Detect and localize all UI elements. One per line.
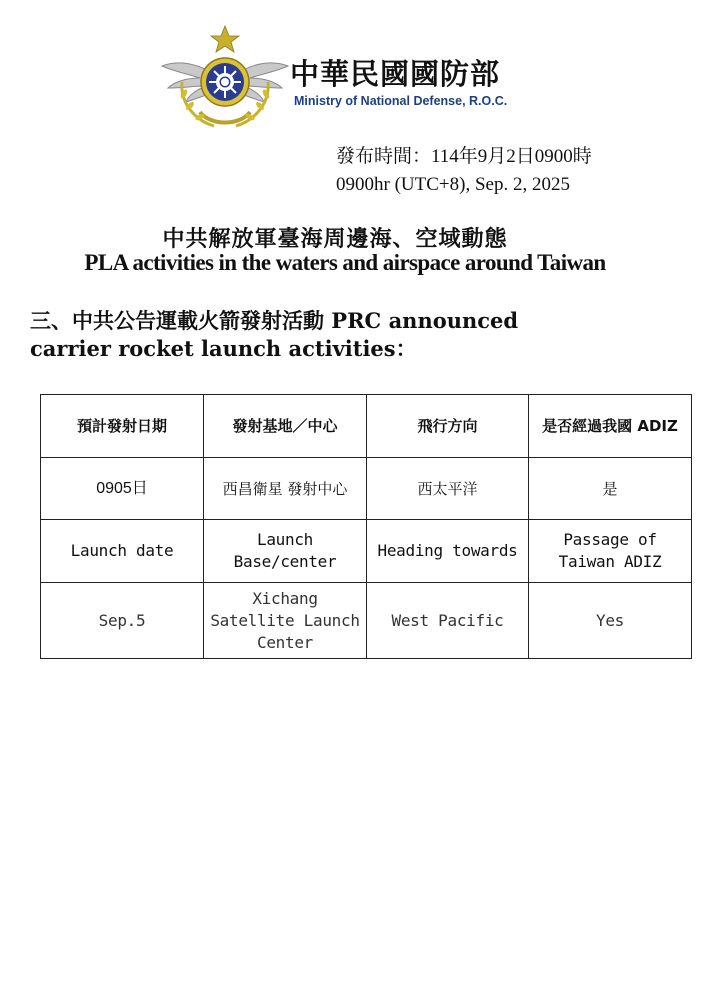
document-header <box>160 22 580 132</box>
section-heading-line1: 三、中共公告運載火箭發射活動 PRC announced <box>30 308 519 333</box>
header-launch-base-zh: 發射基地／中心 <box>204 395 367 458</box>
cell-adiz-en: Yes <box>529 583 692 659</box>
release-time <box>336 143 592 199</box>
cell-launch-date-zh: 0905日 <box>41 458 204 520</box>
cell-heading-en: West Pacific <box>367 583 529 659</box>
header-launch-date-zh: 預計發射日期 <box>41 395 204 458</box>
table-header-row-en <box>41 520 692 583</box>
mnd-emblem-icon <box>160 22 290 132</box>
section-heading <box>30 307 630 363</box>
launch-table <box>40 394 692 659</box>
cell-adiz-zh: 是 <box>529 458 692 520</box>
org-name-zh: 中華民國國防部 <box>290 57 501 91</box>
cell-heading-zh: 西太平洋 <box>367 458 529 520</box>
header-launch-base-en: Launch Base/center <box>204 520 367 583</box>
header-adiz-en: Passage of Taiwan ADIZ <box>529 520 692 583</box>
release-time-zh: 發布時間：114年9月2日0900時 <box>336 146 592 167</box>
cell-launch-base-zh: 西昌衛星 發射中心 <box>204 458 367 520</box>
table-row-en <box>41 583 692 659</box>
table-header-row-zh <box>41 395 692 458</box>
header-heading-en: Heading towards <box>367 520 529 583</box>
header-heading-zh: 飛行方向 <box>367 395 529 458</box>
release-time-en: 0900hr (UTC+8), Sep. 2, 2025 <box>336 174 570 195</box>
header-adiz-zh: 是否經過我國 ADIZ <box>529 395 692 458</box>
title-zh: 中共解放軍臺海周邊海、空域動態 <box>162 227 508 252</box>
org-name-en: Ministry of National Defense, R.O.C. <box>294 94 508 108</box>
header-launch-date-en: Launch date <box>41 520 204 583</box>
title-en: PLA activities in the waters and airspace around Taiwan <box>84 250 606 275</box>
cell-launch-date-en: Sep.5 <box>41 583 204 659</box>
table-row-zh <box>41 458 692 520</box>
section-heading-line2: carrier rocket launch activities： <box>30 336 417 361</box>
cell-launch-base-en: Xichang Satellite Launch Center <box>204 583 367 659</box>
